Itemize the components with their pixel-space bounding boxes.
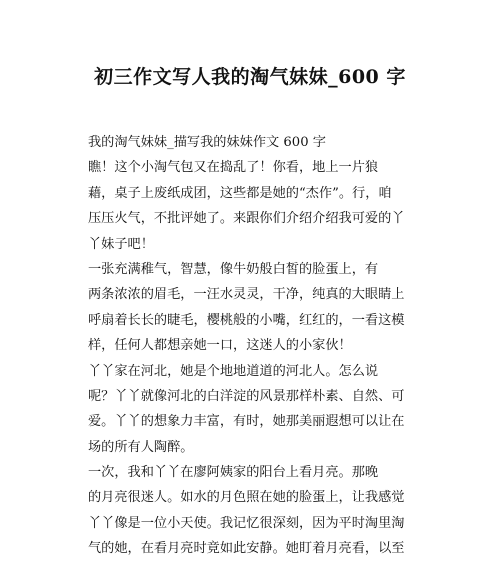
text-line: 场的所有人陶醉。 <box>88 439 194 455</box>
text-line: 丫丫家在河北，她是个地地道道的河北人。怎么说 <box>88 363 379 379</box>
text-line: 气的她，在看月亮时竟如此安静。她盯着月亮看，以至 <box>88 541 405 557</box>
text-line: 丫丫像是一位小天使。我记忆很深刻，因为平时淘里淘 <box>88 515 405 531</box>
text-line: 瞧！这个小淘气包又在捣乱了！你看，地上一片狼 <box>88 160 379 176</box>
text-line: 爱。丫丫的想象力丰富，有时，她那美丽遐想可以让在 <box>88 414 405 430</box>
document-title: 初三作文写人我的淘气妹妹_600 字 <box>94 66 406 88</box>
text-line: 呼扇着长长的睫毛，樱桃般的小嘴，红红的，一看这模 <box>88 312 405 328</box>
text-line: 一次，我和丫丫在廖阿姨家的阳台上看月亮。那晚 <box>88 465 379 481</box>
text-line: 一张充满稚气，智慧，像牛奶般白皙的脸蛋上，有 <box>88 261 379 277</box>
text-line: 藉，桌子上废纸成团，这些都是她的“杰作”。行，咱 <box>88 185 392 201</box>
text-line: 两条浓浓的眉毛，一汪水灵灵，干净，纯真的大眼睛上 <box>88 287 405 303</box>
text-line: 呢？丫丫就像河北的白洋淀的风景那样朴素、自然、可 <box>88 388 405 404</box>
text-line: 丫妹子吧！ <box>88 236 154 252</box>
text-line: 我的淘气妹妹_描写我的妹妹作文 600 字 <box>88 135 326 150</box>
text-line: 压压火气，不批评她了。来跟你们介绍介绍我可爱的丫 <box>88 211 405 227</box>
text-line: 的月亮很迷人。如水的月色照在她的脸蛋上，让我感觉 <box>88 490 405 506</box>
article-body <box>88 130 414 562</box>
text-line: 样，任何人都想亲她一口，这迷人的小家伙！ <box>88 338 352 354</box>
